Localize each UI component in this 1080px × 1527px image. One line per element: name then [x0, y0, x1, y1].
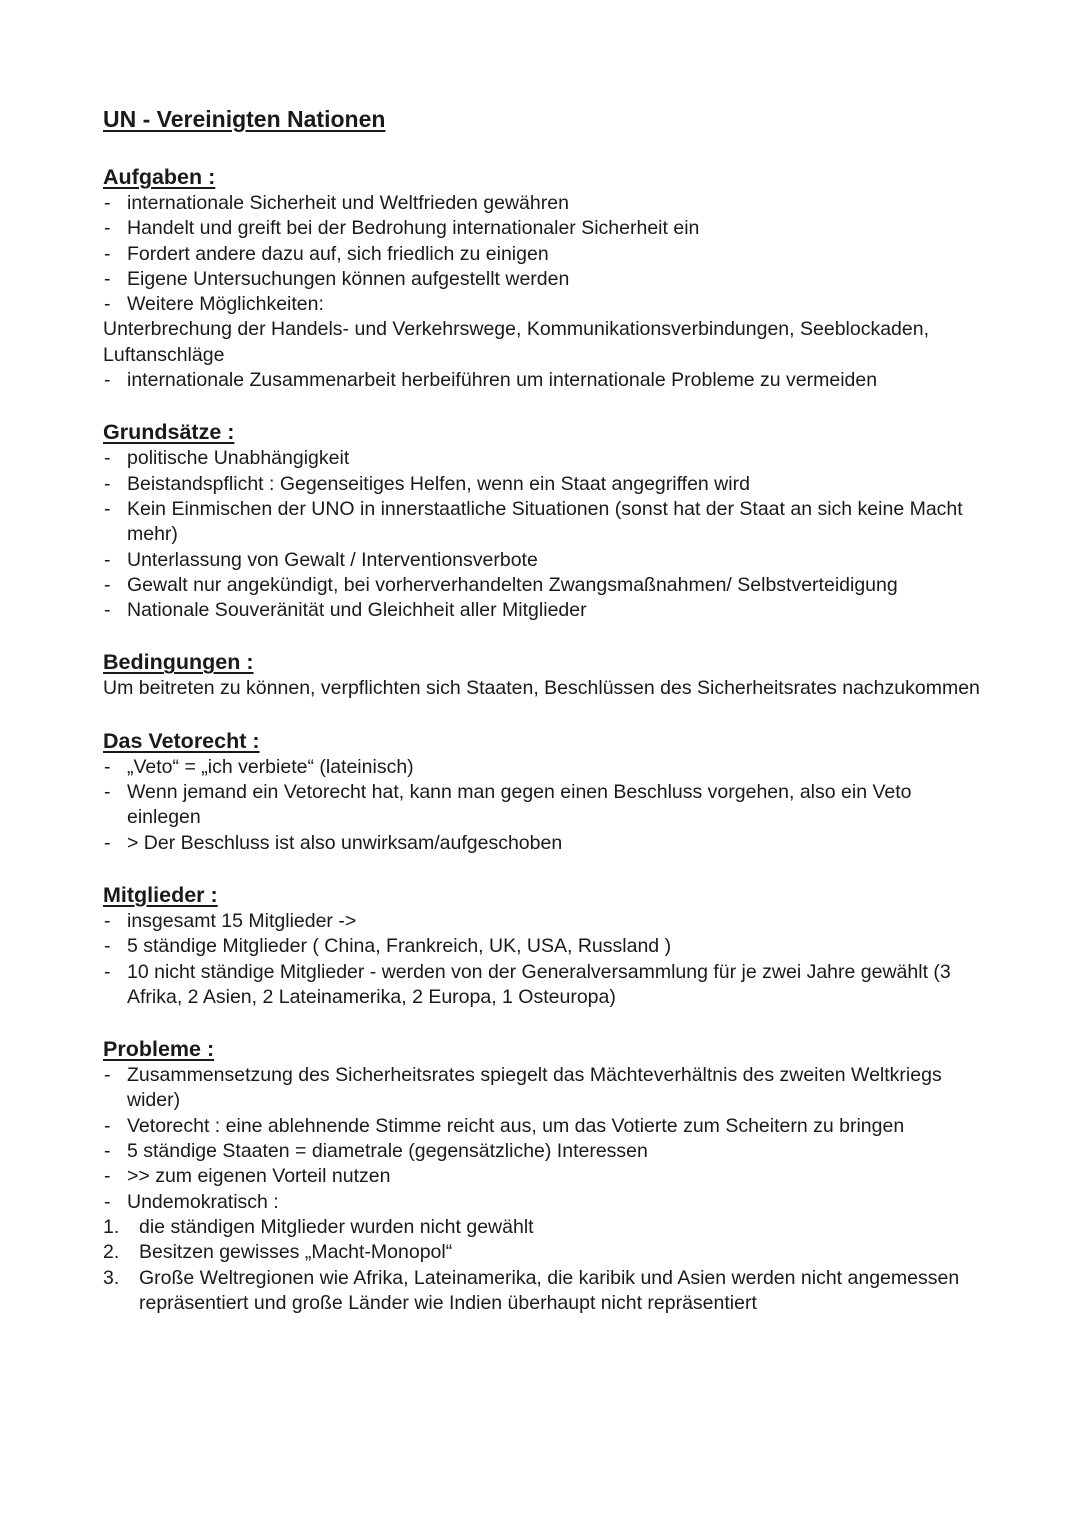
section-heading: Aufgaben :	[103, 165, 216, 189]
list-item: - >> zum eigenen Vorteil nutzen	[103, 1164, 983, 1189]
section-heading: Grundsätze :	[103, 420, 235, 445]
grundsaetze-list	[103, 446, 983, 623]
list-item: - insgesamt 15 Mitglieder ->	[103, 909, 983, 934]
section-aufgaben	[103, 164, 983, 393]
document-title: UN - Vereinigten Nationen	[103, 106, 386, 132]
list-item: - Kein Einmischen der UNO in innerstaatliche Situationen (sonst hat der Staat an sich keine Macht mehr)	[103, 497, 983, 548]
section-probleme	[103, 1036, 983, 1316]
aufgaben-list-continued	[103, 368, 983, 393]
numbered-item	[103, 1215, 983, 1240]
section-heading: Mitglieder :	[103, 882, 218, 907]
number-marker: 2.	[103, 1241, 120, 1264]
list-item: - 5 ständige Mitglieder ( China, Frankreich, UK, USA, Russland )	[103, 934, 983, 959]
list-item: - Beistandspflicht : Gegenseitiges Helfen, wenn ein Staat angegriffen wird	[103, 472, 983, 497]
numbered-item	[103, 1266, 983, 1317]
numbered-item-text: Besitzen gewisses „Macht-Monopol“	[139, 1241, 453, 1264]
probleme-numbered-list	[103, 1215, 983, 1316]
list-item: - internationale Sicherheit und Weltfrieden gewähren	[103, 191, 983, 216]
section-grundsaetze	[103, 419, 983, 623]
list-item: - Wenn jemand ein Vetorecht hat, kann man gegen einen Beschluss vorgehen, also ein Veto einlegen	[103, 780, 983, 831]
numbered-item-text: Große Weltregionen wie Afrika, Lateinamerika, die karibik und Asien werden nicht angemessen repräsentiert und große Länder wie Indien überhaupt nicht repräsentiert	[139, 1266, 960, 1314]
section-mitglieder	[103, 882, 983, 1010]
section-heading: Bedingungen :	[103, 650, 254, 675]
list-item: - 10 nicht ständige Mitglieder - werden von der Generalversammlung für je zwei Jahre gewählt (3 Afrika, 2 Asien, 2 Lateinamerika, 2 Europa, 1 Osteuropa)	[103, 960, 983, 1011]
section-heading: Probleme :	[103, 1037, 215, 1062]
section-bedingungen	[103, 649, 983, 701]
list-item: - internationale Zusammenarbeit herbeiführen um internationale Probleme zu vermeiden	[103, 368, 983, 393]
mitglieder-list	[103, 909, 983, 1010]
numbered-item	[103, 1240, 983, 1265]
list-item: - Vetorecht : eine ablehnende Stimme reicht aus, um das Votierte zum Scheitern zu bringen	[103, 1114, 983, 1139]
list-item: - politische Unabhängigkeit	[103, 446, 983, 471]
number-marker: 1.	[103, 1215, 120, 1238]
section-vetorecht	[103, 728, 983, 856]
list-item: - Undemokratisch :	[103, 1190, 983, 1215]
list-item: - > Der Beschluss ist also unwirksam/aufgeschoben	[103, 831, 983, 856]
aufgaben-note: Unterbrechung der Handels- und Verkehrswege, Kommunikationsverbindungen, Seeblockaden, Luftanschläge	[103, 318, 930, 366]
number-marker: 3.	[103, 1266, 120, 1289]
section-heading: Das Vetorecht :	[103, 728, 260, 753]
list-item: - „Veto“ = „ich verbiete“ (lateinisch)	[103, 755, 983, 780]
list-item: - Fordert andere dazu auf, sich friedlich zu einigen	[103, 242, 983, 267]
list-item: - Nationale Souveränität und Gleichheit aller Mitglieder	[103, 598, 983, 623]
list-item: - Gewalt nur angekündigt, bei vorherverhandelten Zwangsmaßnahmen/ Selbstverteidigung	[103, 573, 983, 598]
list-item: - Unterlassung von Gewalt / Interventionsverbote	[103, 548, 983, 573]
list-item: - Weitere Möglichkeiten:	[103, 292, 983, 317]
list-item: - 5 ständige Staaten = diametrale (gegensätzliche) Interessen	[103, 1139, 983, 1164]
numbered-item-text: die ständigen Mitglieder wurden nicht gewählt	[139, 1215, 534, 1238]
list-item: - Zusammensetzung des Sicherheitsrates spiegelt das Mächteverhältnis des zweiten Weltkriegs wider)	[103, 1063, 983, 1114]
aufgaben-list	[103, 191, 983, 317]
vetorecht-list	[103, 755, 983, 856]
list-item: - Handelt und greift bei der Bedrohung internationaler Sicherheit ein	[103, 216, 983, 241]
bedingungen-text: Um beitreten zu können, verpflichten sich Staaten, Beschlüssen des Sicherheitsrates nachzukommen	[103, 677, 980, 700]
list-item: - Eigene Untersuchungen können aufgestellt werden	[103, 267, 983, 292]
probleme-list	[103, 1063, 983, 1215]
document-page	[103, 104, 983, 1342]
